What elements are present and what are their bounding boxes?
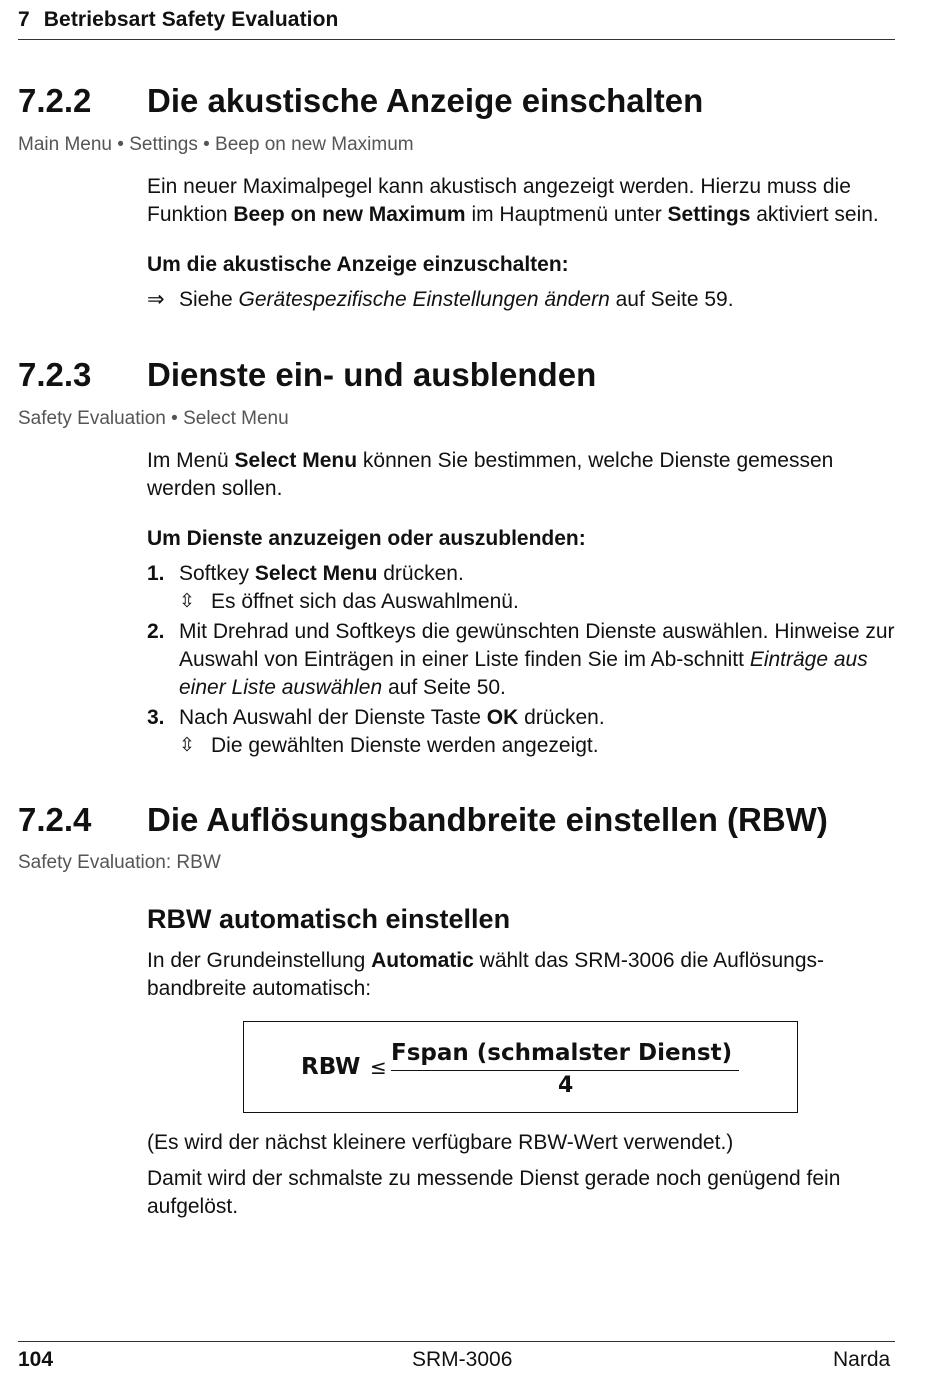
result-arrow-icon: ⇳ bbox=[179, 591, 195, 612]
text: wählt das SRM-3006 die Auflösungs-bandbreite automatisch: bbox=[147, 949, 825, 1000]
text: Nach Auswahl der Dienste Taste bbox=[179, 706, 487, 729]
text: drücken. bbox=[377, 562, 464, 585]
step-number: 1. bbox=[147, 562, 165, 585]
text: auf Seite 59. bbox=[609, 288, 734, 311]
reference-arrow-icon: ⇒ bbox=[147, 288, 165, 311]
running-header bbox=[18, 8, 338, 32]
softkey-name: Select Menu bbox=[254, 562, 378, 585]
product-name: SRM-3006 bbox=[412, 1348, 513, 1371]
result-arrow-icon: ⇳ bbox=[179, 735, 195, 756]
section-number: 7.2.3 bbox=[18, 356, 92, 393]
list-item bbox=[147, 618, 897, 702]
procedure-heading: Um die akustische Anzeige einzuschalten: bbox=[147, 253, 569, 276]
text: im Hauptmenü unter bbox=[465, 203, 668, 226]
text: Siehe bbox=[179, 288, 239, 311]
text: auf Seite 50. bbox=[382, 676, 506, 699]
text: können Sie bestimmen, welche Dienste gemessen werden sollen. bbox=[147, 449, 834, 500]
chapter-number: 7 bbox=[18, 8, 30, 31]
section-title: Dienste ein- und ausblenden bbox=[147, 356, 597, 393]
header-rule bbox=[18, 39, 895, 40]
formula-operator: ≤ bbox=[370, 1055, 387, 1079]
section-number: 7.2.4 bbox=[18, 801, 92, 838]
step-result bbox=[179, 588, 897, 616]
menu-name: Select Menu bbox=[234, 449, 358, 472]
text: Mit Drehrad und Softkeys die gewünschten Dienste auswählen. Hinweise zur Auswahl von Einträgen in einer Liste finden Sie im Ab-schnitt bbox=[179, 620, 895, 671]
footer-rule bbox=[18, 1341, 895, 1342]
section-number: 7.2.2 bbox=[18, 82, 92, 119]
menu-path: Safety Evaluation • Select Menu bbox=[18, 408, 289, 429]
menu-name: Settings bbox=[667, 203, 751, 226]
step-number: 2. bbox=[147, 620, 165, 643]
step-number: 3. bbox=[147, 706, 165, 729]
formula-lhs: RBW bbox=[301, 1054, 361, 1080]
text: Softkey bbox=[179, 562, 255, 585]
result-text: Die gewählten Dienste werden angezeigt. bbox=[211, 734, 599, 757]
chapter-title: Betriebsart Safety Evaluation bbox=[43, 8, 339, 31]
procedure-heading: Um Dienste anzuzeigen oder auszublenden: bbox=[147, 527, 586, 550]
cross-reference bbox=[147, 286, 897, 314]
subsection-title: RBW automatisch einstellen bbox=[147, 904, 511, 934]
page-number: 104 bbox=[18, 1348, 54, 1371]
formula-denominator: 4 bbox=[558, 1073, 574, 1098]
paragraph bbox=[147, 947, 897, 1003]
text: aktiviert sein. bbox=[750, 203, 879, 226]
paragraph bbox=[147, 173, 897, 229]
list-item bbox=[147, 704, 897, 760]
menu-path: Safety Evaluation: RBW bbox=[18, 852, 221, 873]
note: (Es wird der nächst kleinere verfügbare RBW-Wert verwendet.) bbox=[147, 1131, 734, 1154]
paragraph: Damit wird der schmalste zu messende Dienst gerade noch genügend fein aufgelöst. bbox=[147, 1167, 841, 1218]
section-title: Die Auflösungsbandbreite einstellen (RBW) bbox=[147, 801, 828, 838]
text: In der Grundeinstellung bbox=[147, 949, 372, 972]
text: drücken. bbox=[518, 706, 605, 729]
text: Im Menü bbox=[147, 449, 235, 472]
formula-numerator: Fspan (schmalster Dienst) bbox=[391, 1040, 733, 1066]
paragraph bbox=[147, 447, 897, 503]
reference-link[interactable]: Einträge aus einer Liste auswählen bbox=[179, 648, 868, 699]
step-result bbox=[179, 732, 897, 760]
step-list bbox=[147, 560, 897, 760]
function-name: Beep on new Maximum bbox=[233, 203, 466, 226]
section-title: Die akustische Anzeige einschalten bbox=[147, 82, 704, 119]
key-name: OK bbox=[486, 706, 519, 729]
fraction-line bbox=[391, 1070, 739, 1071]
text: Ein neuer Maximalpegel kann akustisch angezeigt werden. Hierzu muss die Funktion bbox=[147, 175, 851, 226]
setting-name: Automatic bbox=[371, 949, 474, 972]
menu-path: Main Menu • Settings • Beep on new Maximum bbox=[18, 134, 414, 155]
reference-link[interactable]: Gerätespezifische Einstellungen ändern bbox=[238, 288, 610, 311]
list-item bbox=[147, 560, 897, 616]
brand-name: Narda bbox=[833, 1348, 891, 1371]
result-text: Es öffnet sich das Auswahlmenü. bbox=[211, 590, 519, 613]
